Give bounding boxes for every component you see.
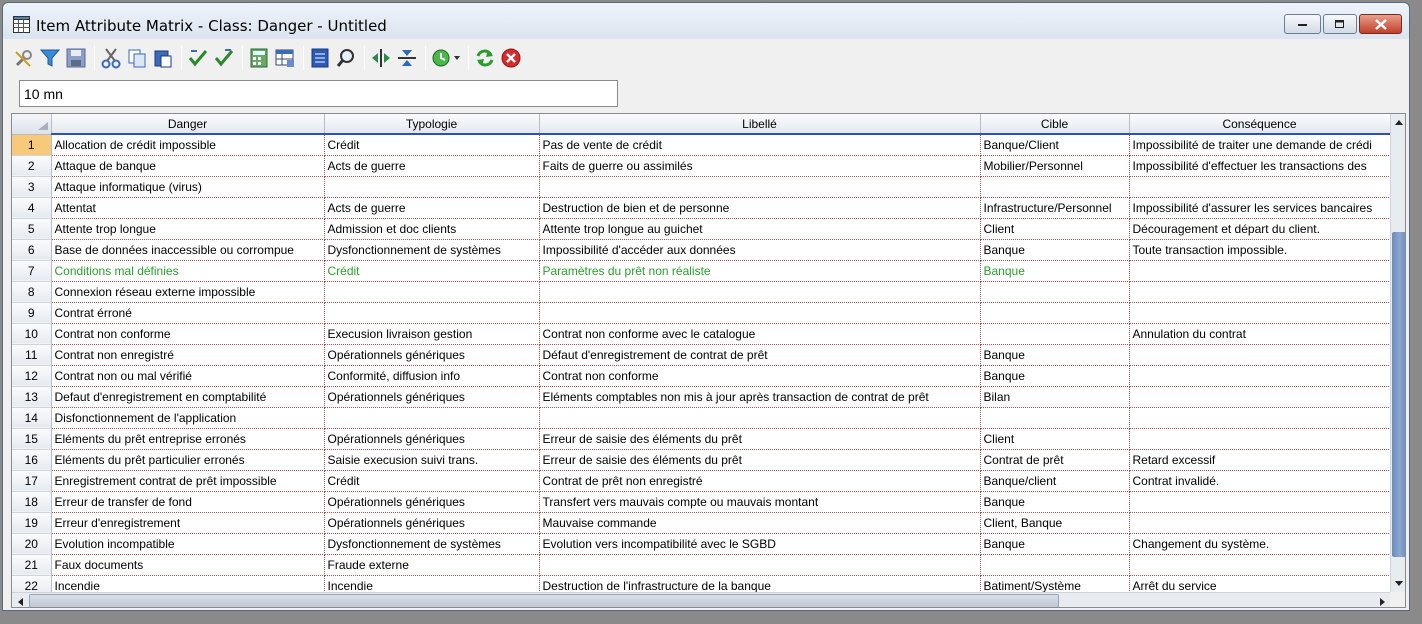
table-cell[interactable]: Conformité, diffusion info bbox=[324, 365, 539, 386]
row-number[interactable]: 10 bbox=[12, 323, 51, 344]
collapse-rows-button[interactable] bbox=[395, 45, 419, 71]
row-number[interactable]: 21 bbox=[12, 554, 51, 575]
table-cell[interactable]: Dysfonctionnement de systèmes bbox=[324, 533, 539, 554]
toolbar-separator bbox=[364, 46, 365, 70]
window-title: Item Attribute Matrix - Class: Danger - Untitled bbox=[36, 17, 387, 35]
row-number[interactable]: 4 bbox=[12, 197, 51, 218]
row-number[interactable]: 16 bbox=[12, 449, 51, 470]
table-cell[interactable]: Banque bbox=[980, 365, 1129, 386]
table-cell[interactable] bbox=[324, 176, 539, 197]
table-cell[interactable]: Faux documents bbox=[51, 554, 324, 575]
table-cell[interactable]: Saisie execusion suivi trans. bbox=[324, 449, 539, 470]
row-number[interactable]: 20 bbox=[12, 533, 51, 554]
matrix-table bbox=[12, 114, 1391, 597]
filter-icon bbox=[39, 47, 61, 69]
arrow-right-icon bbox=[1380, 598, 1385, 606]
table-row[interactable] bbox=[12, 323, 1390, 344]
table-row[interactable] bbox=[12, 554, 1390, 575]
check-all-icon bbox=[213, 47, 235, 69]
table-cell[interactable]: Banque bbox=[980, 533, 1129, 554]
table-row[interactable] bbox=[12, 512, 1390, 533]
table-button[interactable] bbox=[273, 45, 297, 71]
row-number[interactable]: 8 bbox=[12, 281, 51, 302]
row-number[interactable]: 19 bbox=[12, 512, 51, 533]
collapse-rows-icon bbox=[396, 47, 418, 69]
table-cell[interactable]: Defaut d'enregistrement en comptabilité bbox=[51, 386, 324, 407]
table-cell[interactable]: Opérationnels génériques bbox=[324, 512, 539, 533]
cut-button[interactable] bbox=[99, 45, 123, 71]
table-row[interactable] bbox=[12, 134, 1390, 155]
row-number[interactable]: 1 bbox=[12, 134, 51, 155]
check-down-button[interactable] bbox=[186, 45, 210, 71]
table-cell[interactable]: Fraude externe bbox=[324, 554, 539, 575]
maximize-button[interactable] bbox=[1323, 14, 1357, 34]
table-cell[interactable]: Contrat non ou mal vérifié bbox=[51, 365, 324, 386]
table-cell[interactable]: Acts de guerre bbox=[324, 155, 539, 176]
table-cell[interactable]: Bilan bbox=[980, 386, 1129, 407]
table-cell[interactable]: Erreur d'enregistrement bbox=[51, 512, 324, 533]
stop-icon bbox=[500, 47, 522, 69]
clock-dropdown-button[interactable] bbox=[430, 45, 462, 71]
row-number[interactable]: 11 bbox=[12, 344, 51, 365]
table-cell[interactable]: Erreur de transfer de fond bbox=[51, 491, 324, 512]
tools-icon bbox=[13, 47, 35, 69]
matrix-body bbox=[12, 134, 1390, 596]
table-cell[interactable]: Eléments du prêt particulier erronés bbox=[51, 449, 324, 470]
row-number[interactable]: 14 bbox=[12, 407, 51, 428]
table-cell[interactable]: Contrat de prêt bbox=[980, 449, 1129, 470]
table-cell[interactable] bbox=[1129, 365, 1390, 386]
table-cell[interactable]: Client bbox=[980, 218, 1129, 239]
check-all-button[interactable] bbox=[212, 45, 236, 71]
report-button[interactable] bbox=[308, 45, 332, 71]
row-number[interactable]: 7 bbox=[12, 260, 51, 281]
row-number[interactable]: 17 bbox=[12, 470, 51, 491]
table-cell[interactable] bbox=[1129, 344, 1390, 365]
table-cell[interactable] bbox=[980, 407, 1129, 428]
column-header-consequence[interactable]: Conséquence bbox=[1129, 114, 1390, 134]
toolbar-separator bbox=[425, 46, 426, 70]
row-number[interactable]: 2 bbox=[12, 155, 51, 176]
stop-button[interactable] bbox=[499, 45, 523, 71]
table-cell[interactable]: Mobilier/Personnel bbox=[980, 155, 1129, 176]
table-cell[interactable] bbox=[980, 302, 1129, 323]
clock-dropdown-icon bbox=[431, 47, 461, 69]
table-cell[interactable] bbox=[1129, 386, 1390, 407]
row-number[interactable]: 9 bbox=[12, 302, 51, 323]
table-cell[interactable]: Contrat érroné bbox=[51, 302, 324, 323]
table-cell[interactable] bbox=[539, 407, 980, 428]
table-cell[interactable]: Banque/Client bbox=[980, 134, 1129, 155]
table-cell[interactable]: Contrat de prêt non enregistré bbox=[539, 470, 980, 491]
table-cell[interactable]: Infrastructure/Personnel bbox=[980, 197, 1129, 218]
minimize-icon bbox=[1298, 21, 1308, 27]
table-cell[interactable]: Annulation du contrat bbox=[1129, 323, 1390, 344]
table-cell[interactable]: Mauvaise commande bbox=[539, 512, 980, 533]
refresh-button[interactable] bbox=[473, 45, 497, 71]
table-cell[interactable]: Contrat non conforme bbox=[51, 323, 324, 344]
table-cell[interactable]: Attentat bbox=[51, 197, 324, 218]
table-cell[interactable]: Incendie bbox=[324, 575, 539, 596]
cell-edit-field[interactable] bbox=[19, 80, 618, 107]
table-cell[interactable]: Défaut d'enregistrement de contrat de prêt bbox=[539, 344, 980, 365]
arrow-left-icon bbox=[18, 598, 23, 606]
table-cell[interactable] bbox=[1129, 554, 1390, 575]
table-cell[interactable]: Opérationnels génériques bbox=[324, 386, 539, 407]
table-cell[interactable]: Contrat non conforme bbox=[539, 365, 980, 386]
arrow-down-icon bbox=[1395, 581, 1403, 586]
table-cell[interactable]: Contrat non enregistré bbox=[51, 344, 324, 365]
table-cell[interactable]: Client, Banque bbox=[980, 512, 1129, 533]
scrollbar-corner bbox=[1390, 592, 1406, 608]
row-number[interactable]: 12 bbox=[12, 365, 51, 386]
row-number[interactable]: 15 bbox=[12, 428, 51, 449]
save-button[interactable] bbox=[64, 45, 88, 71]
horizontal-scrollbar[interactable] bbox=[12, 592, 1390, 608]
table-cell[interactable]: Contrat non conforme avec le catalogue bbox=[539, 323, 980, 344]
table-cell[interactable] bbox=[1129, 491, 1390, 512]
table-cell[interactable]: Batiment/Système bbox=[980, 575, 1129, 596]
horizontal-scroll-thumb[interactable] bbox=[29, 594, 1059, 608]
save-icon bbox=[65, 47, 87, 69]
table-cell[interactable]: Connexion réseau externe impossible bbox=[51, 281, 324, 302]
table-cell[interactable]: Acts de guerre bbox=[324, 197, 539, 218]
table-cell[interactable]: Faits de guerre ou assimilés bbox=[539, 155, 980, 176]
cut-icon bbox=[100, 47, 122, 69]
toolbar-separator bbox=[94, 46, 95, 70]
table-cell[interactable]: Crédit bbox=[324, 470, 539, 491]
table-row[interactable] bbox=[12, 197, 1390, 218]
table-cell[interactable]: Découragement et départ du client. bbox=[1129, 218, 1390, 239]
table-cell[interactable]: Incendie bbox=[51, 575, 324, 596]
row-number[interactable]: 3 bbox=[12, 176, 51, 197]
tools-button[interactable] bbox=[12, 45, 36, 71]
report-icon bbox=[309, 47, 331, 69]
table-cell[interactable]: Impossibilité d'assurer les services bancaires bbox=[1129, 197, 1390, 218]
maximize-icon bbox=[1335, 20, 1345, 29]
table-cell[interactable] bbox=[1129, 302, 1390, 323]
table-row[interactable] bbox=[12, 449, 1390, 470]
column-header-danger[interactable]: Danger bbox=[51, 114, 324, 134]
table-cell[interactable]: Changement du système. bbox=[1129, 533, 1390, 554]
table-cell[interactable]: Impossibilité d'effectuer les transactions des bbox=[1129, 155, 1390, 176]
table-cell[interactable]: Banque/client bbox=[980, 470, 1129, 491]
table-row[interactable] bbox=[12, 344, 1390, 365]
toolbar-separator bbox=[181, 46, 182, 70]
vertical-scroll-thumb[interactable] bbox=[1392, 232, 1406, 557]
scroll-up-arrow[interactable] bbox=[1391, 114, 1406, 131]
table-row[interactable] bbox=[12, 302, 1390, 323]
copy-button[interactable] bbox=[125, 45, 149, 71]
table-cell[interactable]: Attaque de banque bbox=[51, 155, 324, 176]
table-cell[interactable]: Impossibilité de traiter une demande de crédi bbox=[1129, 134, 1390, 155]
table-cell[interactable]: Retard excessif bbox=[1129, 449, 1390, 470]
table-cell[interactable]: Opérationnels génériques bbox=[324, 428, 539, 449]
table-cell[interactable]: Conditions mal définies bbox=[51, 260, 324, 281]
table-cell[interactable] bbox=[980, 176, 1129, 197]
table-cell[interactable]: Toute transaction impossible. bbox=[1129, 239, 1390, 260]
table-cell[interactable]: Banque bbox=[980, 239, 1129, 260]
table-cell[interactable] bbox=[324, 407, 539, 428]
table-cell[interactable] bbox=[539, 302, 980, 323]
header-row bbox=[12, 114, 1390, 134]
minimize-button[interactable] bbox=[1284, 14, 1321, 34]
toolbar bbox=[12, 43, 1404, 73]
table-cell[interactable]: Banque bbox=[980, 491, 1129, 512]
column-header-libelle[interactable]: Libellé bbox=[539, 114, 980, 134]
check-down-icon bbox=[187, 47, 209, 69]
table-cell[interactable]: Transfert vers mauvais compte ou mauvais montant bbox=[539, 491, 980, 512]
table-cell[interactable]: Attente trop longue au guichet bbox=[539, 218, 980, 239]
copy-icon bbox=[126, 47, 148, 69]
table-cell[interactable] bbox=[539, 176, 980, 197]
vertical-scrollbar[interactable] bbox=[1390, 114, 1406, 592]
table-cell[interactable]: Dysfonctionnement de systèmes bbox=[324, 239, 539, 260]
table-cell[interactable]: Erreur de saisie des éléments du prêt bbox=[539, 428, 980, 449]
scroll-down-arrow[interactable] bbox=[1391, 575, 1406, 592]
table-cell[interactable]: Eléments du prêt entreprise erronés bbox=[51, 428, 324, 449]
table-row[interactable] bbox=[12, 260, 1390, 281]
row-number[interactable]: 13 bbox=[12, 386, 51, 407]
table-row[interactable] bbox=[12, 239, 1390, 260]
table-cell[interactable]: Contrat invalidé. bbox=[1129, 470, 1390, 491]
refresh-icon bbox=[474, 47, 496, 69]
calculator-icon bbox=[248, 47, 270, 69]
scroll-left-arrow[interactable] bbox=[12, 593, 28, 608]
table-cell[interactable]: Evolution vers incompatibilité avec le SGBD bbox=[539, 533, 980, 554]
row-number[interactable]: 22 bbox=[12, 575, 51, 596]
row-number[interactable]: 6 bbox=[12, 239, 51, 260]
close-icon bbox=[1375, 19, 1387, 30]
table-row[interactable] bbox=[12, 491, 1390, 512]
table-cell[interactable] bbox=[324, 281, 539, 302]
table-cell[interactable]: Banque bbox=[980, 344, 1129, 365]
table-cell[interactable] bbox=[1129, 260, 1390, 281]
table-cell[interactable]: Destruction de l'infrastructure de la banque bbox=[539, 575, 980, 596]
matrix-app-icon bbox=[13, 16, 30, 33]
table-cell[interactable] bbox=[1129, 281, 1390, 302]
table-cell[interactable] bbox=[980, 554, 1129, 575]
table-cell[interactable]: Execusion livraison gestion bbox=[324, 323, 539, 344]
table-cell[interactable]: Impossibilité d'accéder aux données bbox=[539, 239, 980, 260]
table-cell[interactable] bbox=[324, 302, 539, 323]
table-cell[interactable]: Allocation de crédit impossible bbox=[51, 134, 324, 155]
select-all-corner[interactable] bbox=[12, 114, 51, 134]
cell-edit-input[interactable] bbox=[20, 81, 617, 106]
table-cell[interactable]: Client bbox=[980, 428, 1129, 449]
table-cell[interactable]: Crédit bbox=[324, 260, 539, 281]
expand-columns-button[interactable] bbox=[369, 45, 393, 71]
table-cell[interactable] bbox=[1129, 512, 1390, 533]
table-cell[interactable]: Destruction de bien et de personne bbox=[539, 197, 980, 218]
table-cell[interactable]: Crédit bbox=[324, 134, 539, 155]
close-button[interactable] bbox=[1359, 14, 1402, 34]
table-cell[interactable]: Erreur de saisie des éléments du prêt bbox=[539, 449, 980, 470]
table-cell[interactable]: Attaque informatique (virus) bbox=[51, 176, 324, 197]
table-cell[interactable]: Opérationnels génériques bbox=[324, 491, 539, 512]
row-number[interactable]: 18 bbox=[12, 491, 51, 512]
table-cell[interactable] bbox=[980, 281, 1129, 302]
table-cell[interactable]: Banque bbox=[980, 260, 1129, 281]
table-cell[interactable]: Paramètres du prêt non réaliste bbox=[539, 260, 980, 281]
row-number[interactable]: 5 bbox=[12, 218, 51, 239]
column-header-cible[interactable]: Cible bbox=[980, 114, 1129, 134]
find-icon bbox=[335, 47, 357, 69]
paste-button[interactable] bbox=[151, 45, 175, 71]
main-window bbox=[2, 2, 1410, 611]
paste-icon bbox=[152, 47, 174, 69]
table-row[interactable] bbox=[12, 281, 1390, 302]
toolbar-separator bbox=[242, 46, 243, 70]
table-cell[interactable]: Enregistrement contrat de prêt impossible bbox=[51, 470, 324, 491]
table-icon bbox=[274, 47, 296, 69]
table-cell[interactable]: Attente trop longue bbox=[51, 218, 324, 239]
table-cell[interactable] bbox=[980, 323, 1129, 344]
table-cell[interactable]: Evolution incompatible bbox=[51, 533, 324, 554]
table-cell[interactable] bbox=[539, 554, 980, 575]
title-bar[interactable] bbox=[3, 3, 1409, 39]
table-cell[interactable]: Eléments comptables non mis à jour après transaction de contrat de prêt bbox=[539, 386, 980, 407]
table-row[interactable] bbox=[12, 155, 1390, 176]
table-cell[interactable]: Base de données inaccessible ou corrompue bbox=[51, 239, 324, 260]
table-row[interactable] bbox=[12, 176, 1390, 197]
table-row[interactable] bbox=[12, 386, 1390, 407]
find-button[interactable] bbox=[334, 45, 358, 71]
table-cell[interactable]: Pas de vente de crédit bbox=[539, 134, 980, 155]
table-cell[interactable]: Admission et doc clients bbox=[324, 218, 539, 239]
toolbar-separator bbox=[468, 46, 469, 70]
table-cell[interactable] bbox=[539, 281, 980, 302]
attribute-matrix-grid bbox=[11, 113, 1406, 608]
filter-button[interactable] bbox=[38, 45, 62, 71]
table-row[interactable] bbox=[12, 470, 1390, 491]
table-cell[interactable]: Disfonctionnement de l'application bbox=[51, 407, 324, 428]
table-cell[interactable] bbox=[1129, 428, 1390, 449]
table-row[interactable] bbox=[12, 428, 1390, 449]
table-cell[interactable]: Opérationnels génériques bbox=[324, 344, 539, 365]
scroll-right-arrow[interactable] bbox=[1374, 593, 1390, 608]
table-row[interactable] bbox=[12, 407, 1390, 428]
table-row[interactable] bbox=[12, 218, 1390, 239]
table-row[interactable] bbox=[12, 365, 1390, 386]
column-header-typologie[interactable]: Typologie bbox=[324, 114, 539, 134]
table-cell[interactable] bbox=[1129, 176, 1390, 197]
corner-triangle-icon bbox=[37, 121, 49, 131]
calculator-button[interactable] bbox=[247, 45, 271, 71]
expand-columns-icon bbox=[370, 47, 392, 69]
arrow-up-icon bbox=[1395, 120, 1403, 125]
table-row[interactable] bbox=[12, 533, 1390, 554]
table-cell[interactable]: Arrêt du service bbox=[1129, 575, 1390, 596]
table-cell[interactable] bbox=[1129, 407, 1390, 428]
toolbar-separator bbox=[303, 46, 304, 70]
